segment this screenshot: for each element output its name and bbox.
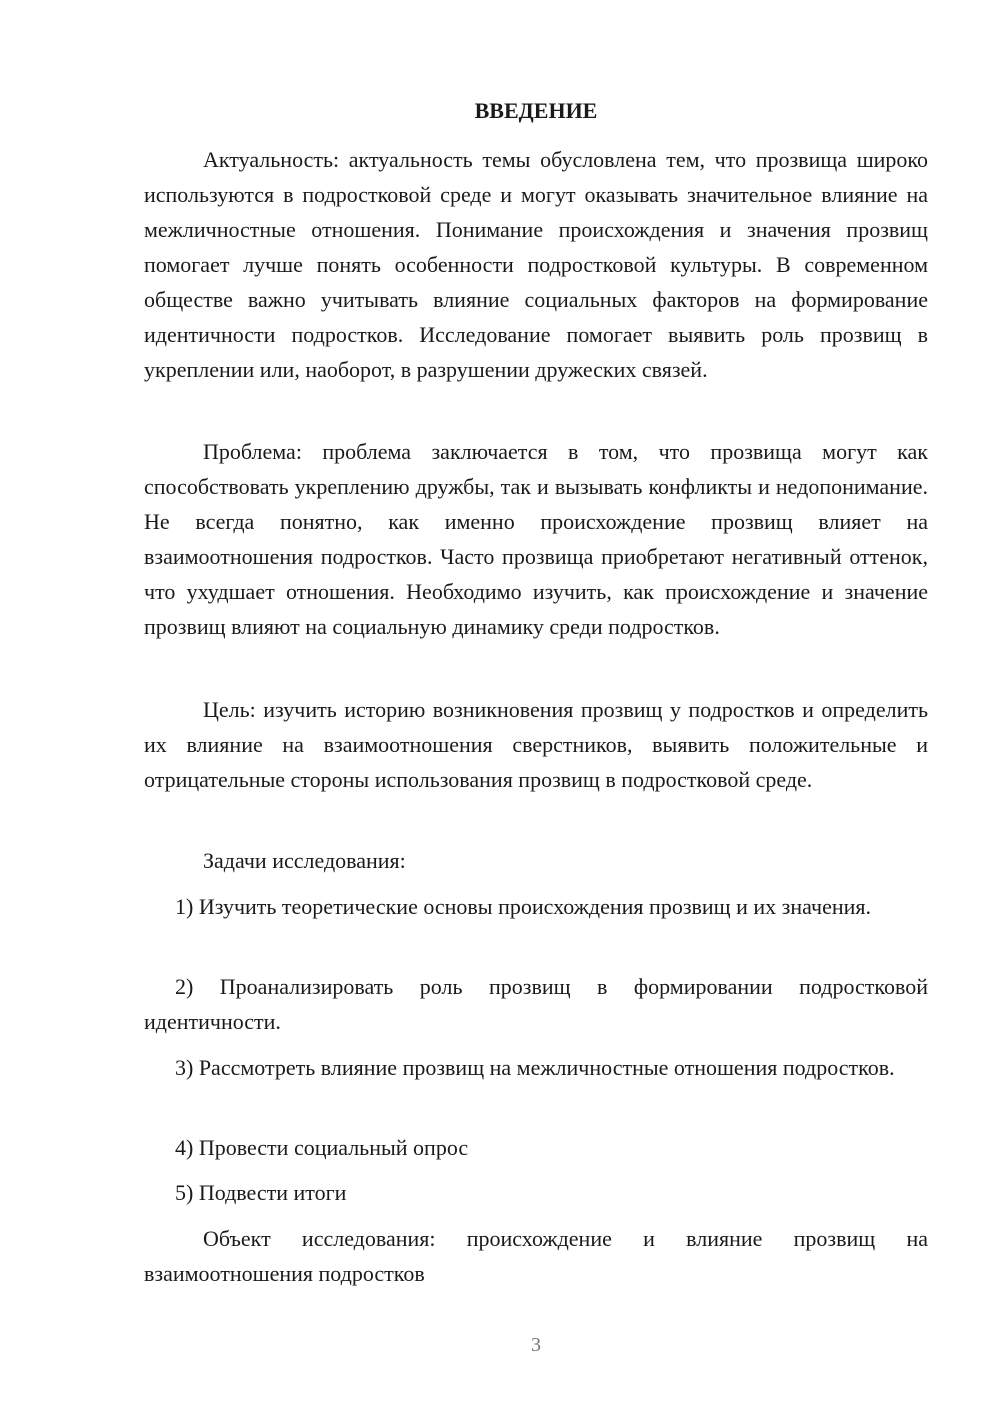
tasks-heading: Задачи исследования: [203,848,406,873]
task-item-5: 5) Подвести итоги [175,1180,347,1205]
paragraph-goal: Цель: изучить историю возникновения прозвищ у подростков и определить их влияние на взаимоотношения сверстников, выявить положительные и отрицательные стороны использования прозвищ в подростковой среде. [144,697,928,792]
task-item-2: 2) Проанализировать роль прозвищ в формировании подростковой идентичности. [144,974,928,1034]
task-item-3: 3) Рассмотреть влияние прозвищ на межличностные отношения подростков. [175,1055,895,1080]
task-item-4: 4) Провести социальный опрос [175,1135,469,1160]
page-number: 3 [531,1334,541,1356]
paragraph-object: Объект исследования: происхождение и влияние прозвищ на взаимоотношения подростков [144,1226,928,1286]
paragraph-relevance: Актуальность: актуальность темы обусловлена тем, что прозвища широко используются в подростковой среде и могут оказывать значительное влияние на межличностные отношения. Понимание происхождения и значения прозвищ помогает лучше понять особенности подростковой культуры. В современном обществе важно учитывать влияние социальных факторов на формирование идентичности подростков. Исследование помогает выявить роль прозвищ в укреплении или, наоборот, в разрушении дружеских связей. [144,147,928,382]
paragraph-problem: Проблема: проблема заключается в том, что прозвища могут как способствовать укреплению дружбы, так и вызывать конфликты и недопонимание. Не всегда понятно, как именно происхождение прозвищ влияет на взаимоотношения подростков. Часто прозвища приобретают негативный оттенок, что ухудшает отношения. Необходимо изучить, как происхождение и значение прозвищ влияют на социальную динамику среди подростков. [144,439,928,639]
page-title: ВВЕДЕНИЕ [474,98,598,123]
task-item-1: 1) Изучить теоретические основы происхождения прозвищ и их значения. [175,894,871,919]
